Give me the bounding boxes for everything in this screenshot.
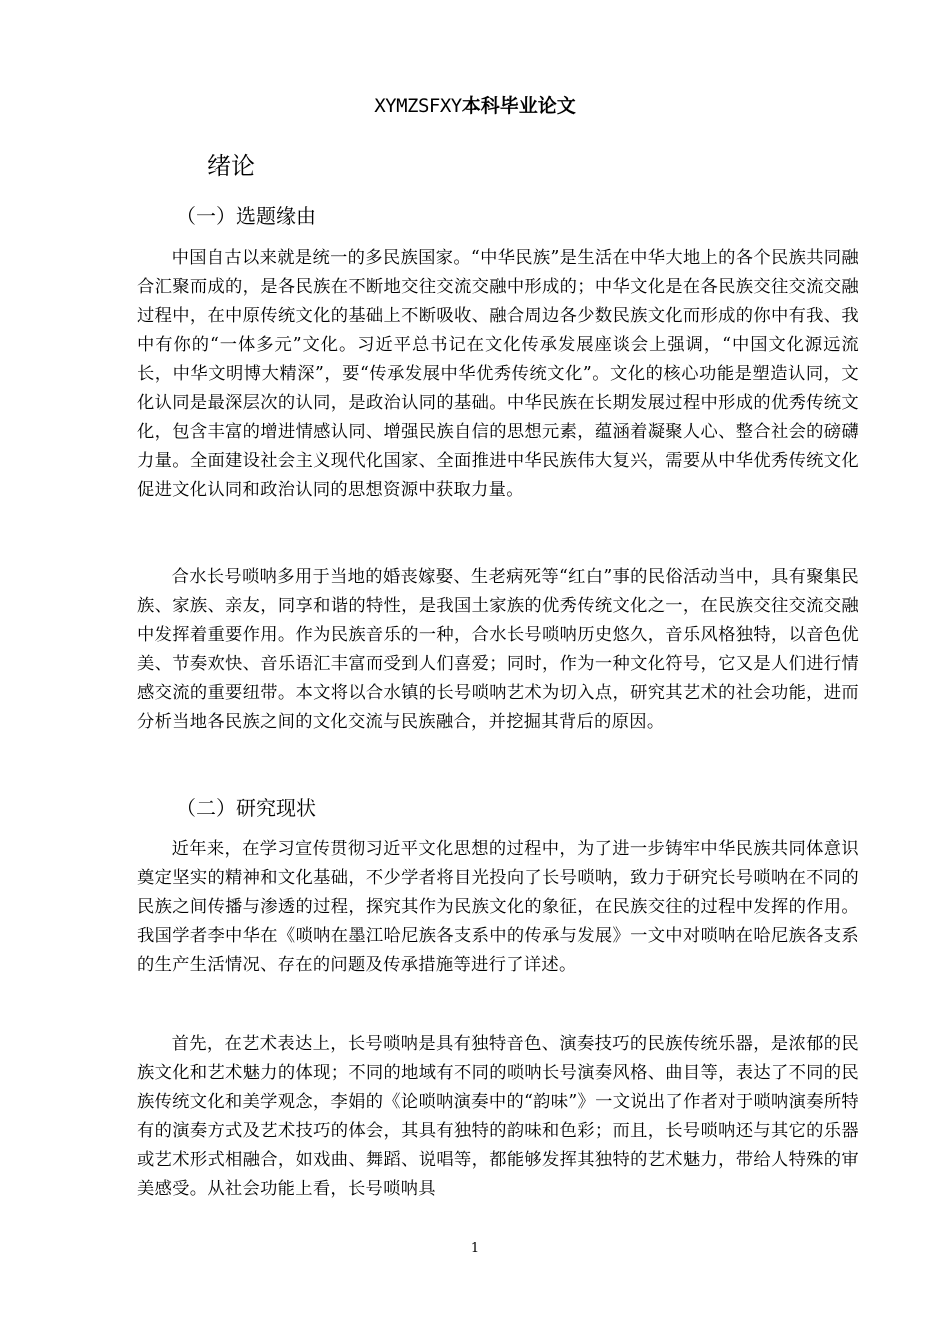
header-suffix: 本科毕业论文 bbox=[461, 95, 576, 117]
paragraph: 中国自古以来就是统一的多民族国家。“中华民族”是生活在中华大地上的各个民族共同融合汇聚而成的，是各民族在不断地交往交流交融中形成的；中华文化是在各民族交往交流交融过程中，在中原传统文化的基础上不断吸收、融合周边各少数民族文化而形成的你中有我、我中有你的“一体多元”文化。习近平总书记在文化传承发展座谈会上强调，“中国文化源远流长，中华文明博大精深”，要“传承发展中华优秀传统文化”。文化的核心功能是塑造认同，文化认同是最深层次的认同，是政治认同的基础。中华民族在长期发展过程中形成的优秀传统文化，包含丰富的增进情感认同、增强民族自信的思想元素，蕴涵着凝聚人心、整合社会的磅礴力量。全面建设社会主义现代化国家、全面推进中华民族伟大复兴，需要从中华优秀传统文化促进文化认同和政治认同的思想资源中获取力量。 bbox=[137, 248, 859, 500]
chapter-title: 绪论 bbox=[207, 152, 255, 180]
running-header bbox=[0, 92, 950, 120]
paragraph: 近年来，在学习宣传贯彻习近平文化思想的过程中，为了进一步铸牢中华民族共同体意识奠定坚实的精神和文化基础，不少学者将目光投向了长号唢呐，致力于研究长号唢呐在不同的民族之间传播与渗透的过程，探究其作为民族文化的象征，在民族交往的过程中发挥的作用。我国学者李中华在《唢呐在墨江哈尼族各支系中的传承与发展》一文中对唢呐在哈尼族各支系的生产生活情况、存在的问题及传承措施等进行了详述。 bbox=[137, 839, 859, 975]
page-number: 1 bbox=[470, 1241, 480, 1256]
section-title-status: （二）研究现状 bbox=[176, 796, 316, 820]
header-prefix: XYMZSFXY bbox=[374, 95, 462, 117]
paragraph: 合水长号唢呐多用于当地的婚丧嫁娶、生老病死等“红白”事的民俗活动当中，具有聚集民族、家族、亲友，同享和谐的特性，是我国土家族的优秀传统文化之一，在民族交往交流交融中发挥着重要作用。作为民族音乐的一种，合水长号唢呐历史悠久，音乐风格独特，以音色优美、节奏欢快、音乐语汇丰富而受到人们喜爱；同时，作为一种文化符号，它又是人们进行情感交流的重要纽带。本文将以合水镇的长号唢呐艺术为切入点，研究其艺术的社会功能，进而分析当地各民族之间的文化交流与民族融合，并挖掘其背后的原因。 bbox=[137, 567, 859, 732]
section-title-reason: （一）选题缘由 bbox=[176, 204, 316, 228]
paragraph: 首先，在艺术表达上，长号唢呐是具有独特音色、演奏技巧的民族传统乐器，是浓郁的民族文化和艺术魅力的体现；不同的地域有不同的唢呐长号演奏风格、曲目等，表达了不同的民族传统文化和美学观念，李娟的《论唢呐演奏中的“韵味”》一文说出了作者对于唢呐演奏所特有的演奏方式及艺术技巧的体会，其具有独特的韵味和色彩；而且，长号唢呐还与其它的乐器或艺术形式相融合，如戏曲、舞蹈、说唱等，都能够发挥其独特的艺术魅力，带给人特殊的审美感受。从社会功能上看，长号唢呐具 bbox=[137, 1034, 859, 1199]
